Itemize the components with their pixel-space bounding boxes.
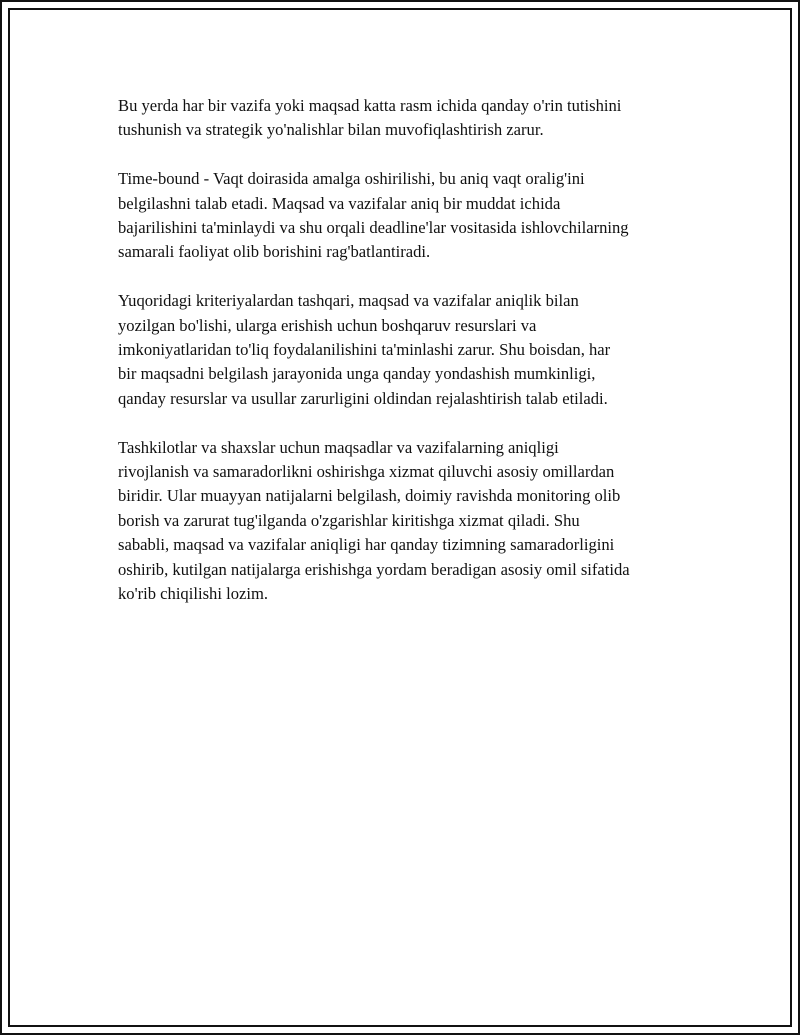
text-line: ko'rib chiqilishi lozim.	[118, 584, 269, 604]
text-line: samarali faoliyat olib borishini rag'batlantiradi.	[118, 242, 431, 262]
text-line: belgilashni talab etadi. Maqsad va vazifalar aniq bir muddat ichida	[118, 193, 561, 213]
text-line: oshirib, kutilgan natijalarga erishishga yordam beradigan asosiy omil sifatida	[118, 559, 630, 579]
paragraph-4	[118, 436, 698, 607]
text-line: biridir. Ular muayyan natijalarni belgilash, doimiy ravishda monitoring olib	[118, 486, 621, 506]
text-line: borish va zarurat tug'ilganda o'zgarishlar kiritishga xizmat qiladi. Shu	[118, 510, 580, 530]
text-line: bajarilishini ta'minlaydi va shu orqali deadline'lar vositasida ishlovchilarning	[118, 218, 629, 238]
text-line: imkoniyatlaridan to'liq foydalanilishini ta'minlashi zarur. Shu boisdan, har	[118, 340, 611, 360]
text-line: Tashkilotlar va shaxslar uchun maqsadlar va vazifalarning aniqligi	[118, 437, 559, 457]
paragraph-3	[118, 289, 698, 411]
text-line: bir maqsadni belgilash jarayonida unga qanday yondashish mumkinligi,	[118, 364, 596, 384]
document-body	[118, 94, 698, 631]
text-line: sababli, maqsad va vazifalar aniqligi har qanday tizimning samaradorligini	[118, 535, 615, 555]
text-line: qanday resurslar va usullar zarurligini oldindan rejalashtirish talab etiladi.	[118, 388, 608, 408]
text-line: tushunish va strategik yo'nalishlar bilan muvofiqlashtirish zarur.	[118, 120, 544, 140]
text-line: Yuqoridagi kriteriyalardan tashqari, maqsad va vazifalar aniqlik bilan	[118, 291, 579, 311]
text-line: Bu yerda har bir vazifa yoki maqsad katta rasm ichida qanday o'rin tutishini	[118, 96, 622, 115]
paragraph-2	[118, 167, 698, 265]
text-line: Time-bound - Vaqt doirasida amalga oshirilishi, bu aniq vaqt oralig'ini	[118, 169, 585, 189]
text-line: yozilgan bo'lishi, ularga erishish uchun boshqaruv resurslari va	[118, 315, 537, 335]
text-line: rivojlanish va samaradorlikni oshirishga xizmat qiluvchi asosiy omillardan	[118, 462, 615, 482]
paragraph-1	[118, 94, 698, 143]
